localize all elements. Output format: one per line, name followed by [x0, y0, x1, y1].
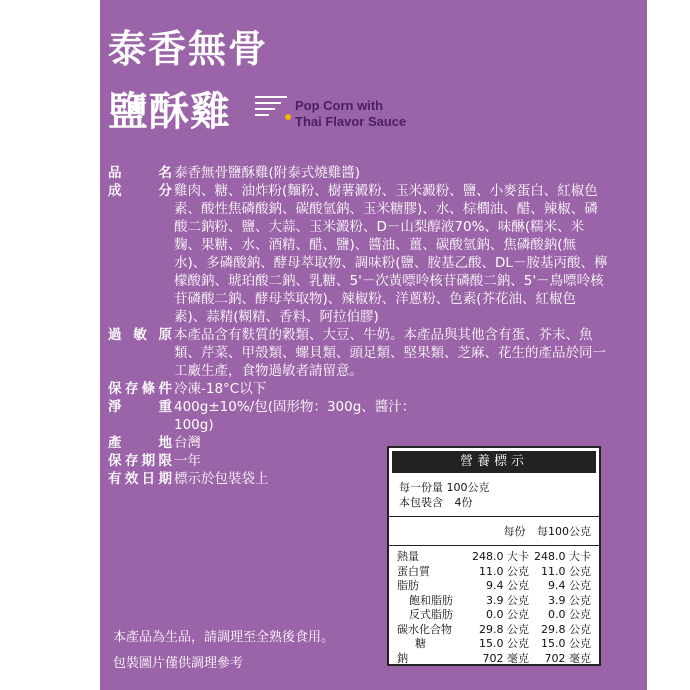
nutrient-per-100g: 0.0 公克 — [548, 608, 591, 621]
nutrition-row — [397, 623, 591, 638]
speed-lines-decoration — [255, 96, 287, 120]
nutrient-per-serving: 0.0 公克 — [486, 608, 529, 621]
nutrient-name: 蛋白質 — [397, 564, 430, 578]
info-value: 冷凍-18°C以下 — [174, 381, 267, 397]
info-label: 保存條件 — [108, 381, 172, 397]
nutrient-per-serving: 702 毫克 — [482, 651, 529, 665]
nutrient-per-serving: 29.8 公克 — [479, 622, 529, 636]
col-per-100g: 每100公克 — [537, 525, 591, 538]
servings-value: 4份 — [454, 496, 473, 509]
nutrient-per-serving: 3.9 公克 — [486, 593, 529, 607]
nutrient-name: 碳水化合物 — [397, 622, 452, 636]
serving-size-value: 100公克 — [446, 481, 490, 494]
nutrient-name: 鈉 — [397, 651, 408, 665]
info-row-name — [108, 164, 608, 182]
col-per-serving: 每份 — [503, 525, 526, 538]
english-line1: Pop Corn with — [295, 98, 384, 113]
info-value: 一年 — [174, 453, 201, 469]
serving-size-label: 每一份量 — [399, 481, 443, 494]
nutrition-serving-info — [389, 476, 599, 517]
info-value: 400g±10%/包(固形物：300g、醬汁：100g) — [174, 399, 416, 433]
cooking-note: 本產品為生品，請調理至全熟後食用。 — [113, 630, 335, 645]
nutrition-facts-table — [387, 446, 601, 666]
nutrient-per-100g: 3.9 公克 — [548, 593, 591, 607]
nutrient-name: 脂肪 — [397, 579, 419, 592]
servings-label: 本包裝含 — [399, 496, 443, 509]
servings-row — [399, 495, 589, 510]
nutrition-title: 營養標示 — [392, 451, 596, 473]
nutrient-per-serving: 9.4 公克 — [486, 579, 529, 592]
nutrient-per-100g: 9.4 公克 — [548, 579, 591, 592]
info-label: 保存期限 — [108, 453, 172, 469]
info-value: 雞肉、糖、油炸粉(麵粉、樹薯澱粉、玉米澱粉、鹽、小麥蛋白、紅椒色素、酸性焦磷酸鈉、碳酸氫鈉、玉米糖膠)、水、棕櫚油、醋、辣椒、磷酸二鈉粉、鹽、大蒜、玉米澱粉、D－山梨醇液70%、味醂(糯米、米麴、果糖、水、酒精、醋、鹽)、醬油、薑、碳酸氫鈉、焦磷酸鈉(無水)、多磷酸鈉、酵母萃取物、調味粉(鹽、胺基乙酸、DL－胺基丙酸、檸檬酸鈉、琥珀酸二鈉、乳糖、5'－次黃嘌呤核苷磷酸二鈉、5'－鳥嘌呤核苷磷酸二鈉、酵母萃取物)、辣椒粉、洋蔥粉、色素(芥花油、紅椒色素)、蒜精(糊精、香料、阿拉伯膠) — [174, 183, 608, 325]
product-title-line1: 泰香無骨 — [108, 27, 269, 71]
info-value: 本產品含有麩質的穀類、大豆、牛奶。本產品與其他含有蛋、芥末、魚類、芹菜、甲殼類、螺貝類、頭足類、堅果類、芝麻、花生的產品於同一工廠生產，食物過敏者請留意。 — [174, 327, 606, 379]
info-row-net-weight — [108, 398, 608, 434]
english-line2: Thai Flavor Sauce — [295, 114, 407, 129]
accent-dot — [285, 114, 291, 120]
nutrient-per-serving: 11.0 公克 — [479, 564, 529, 578]
nutrition-row — [397, 637, 591, 652]
nutrient-per-serving: 248.0 大卡 — [472, 550, 529, 563]
info-row-allergen — [108, 326, 608, 380]
nutrient-name: 反式脂肪 — [409, 608, 453, 621]
nutrient-per-100g: 15.0 公克 — [541, 637, 591, 650]
nutrition-row — [397, 565, 591, 580]
nutrition-row — [397, 594, 591, 609]
info-label: 有效日期 — [108, 471, 172, 487]
nutrient-name: 糖 — [415, 637, 426, 650]
info-label: 淨 重 — [108, 399, 172, 415]
nutrition-row — [397, 608, 591, 623]
english-subtitle — [295, 98, 406, 130]
nutrition-row — [397, 579, 591, 594]
nutrient-per-100g: 248.0 大卡 — [534, 550, 591, 563]
product-title-line2: 鹽酥雞 — [108, 89, 231, 135]
info-label: 成 分 — [108, 183, 172, 199]
nutrient-name: 熱量 — [397, 550, 419, 563]
nutrient-per-serving: 15.0 公克 — [479, 637, 529, 650]
nutrient-per-100g: 11.0 公克 — [541, 564, 591, 578]
nutrition-rows — [389, 546, 599, 666]
product-info — [108, 164, 608, 488]
nutrition-row — [397, 550, 591, 565]
info-row-storage — [108, 380, 608, 398]
info-value: 台灣 — [174, 435, 201, 451]
nutrition-column-headers — [389, 517, 599, 546]
nutrition-row — [397, 652, 591, 667]
info-label: 品 名 — [108, 165, 172, 181]
info-value: 泰香無骨鹽酥雞(附泰式燒雞醬) — [174, 165, 361, 181]
nutrient-per-100g: 29.8 公克 — [541, 622, 591, 636]
serving-size-row — [399, 480, 589, 495]
info-label: 過 敏 原 — [108, 327, 172, 343]
info-label: 產 地 — [108, 435, 172, 451]
info-row-ingredients — [108, 182, 608, 326]
info-value: 標示於包裝袋上 — [174, 471, 269, 487]
nutrient-per-100g: 702 毫克 — [544, 651, 591, 665]
nutrient-name: 飽和脂肪 — [409, 593, 453, 607]
image-disclaimer: 包裝圖片僅供調理參考 — [113, 656, 244, 671]
